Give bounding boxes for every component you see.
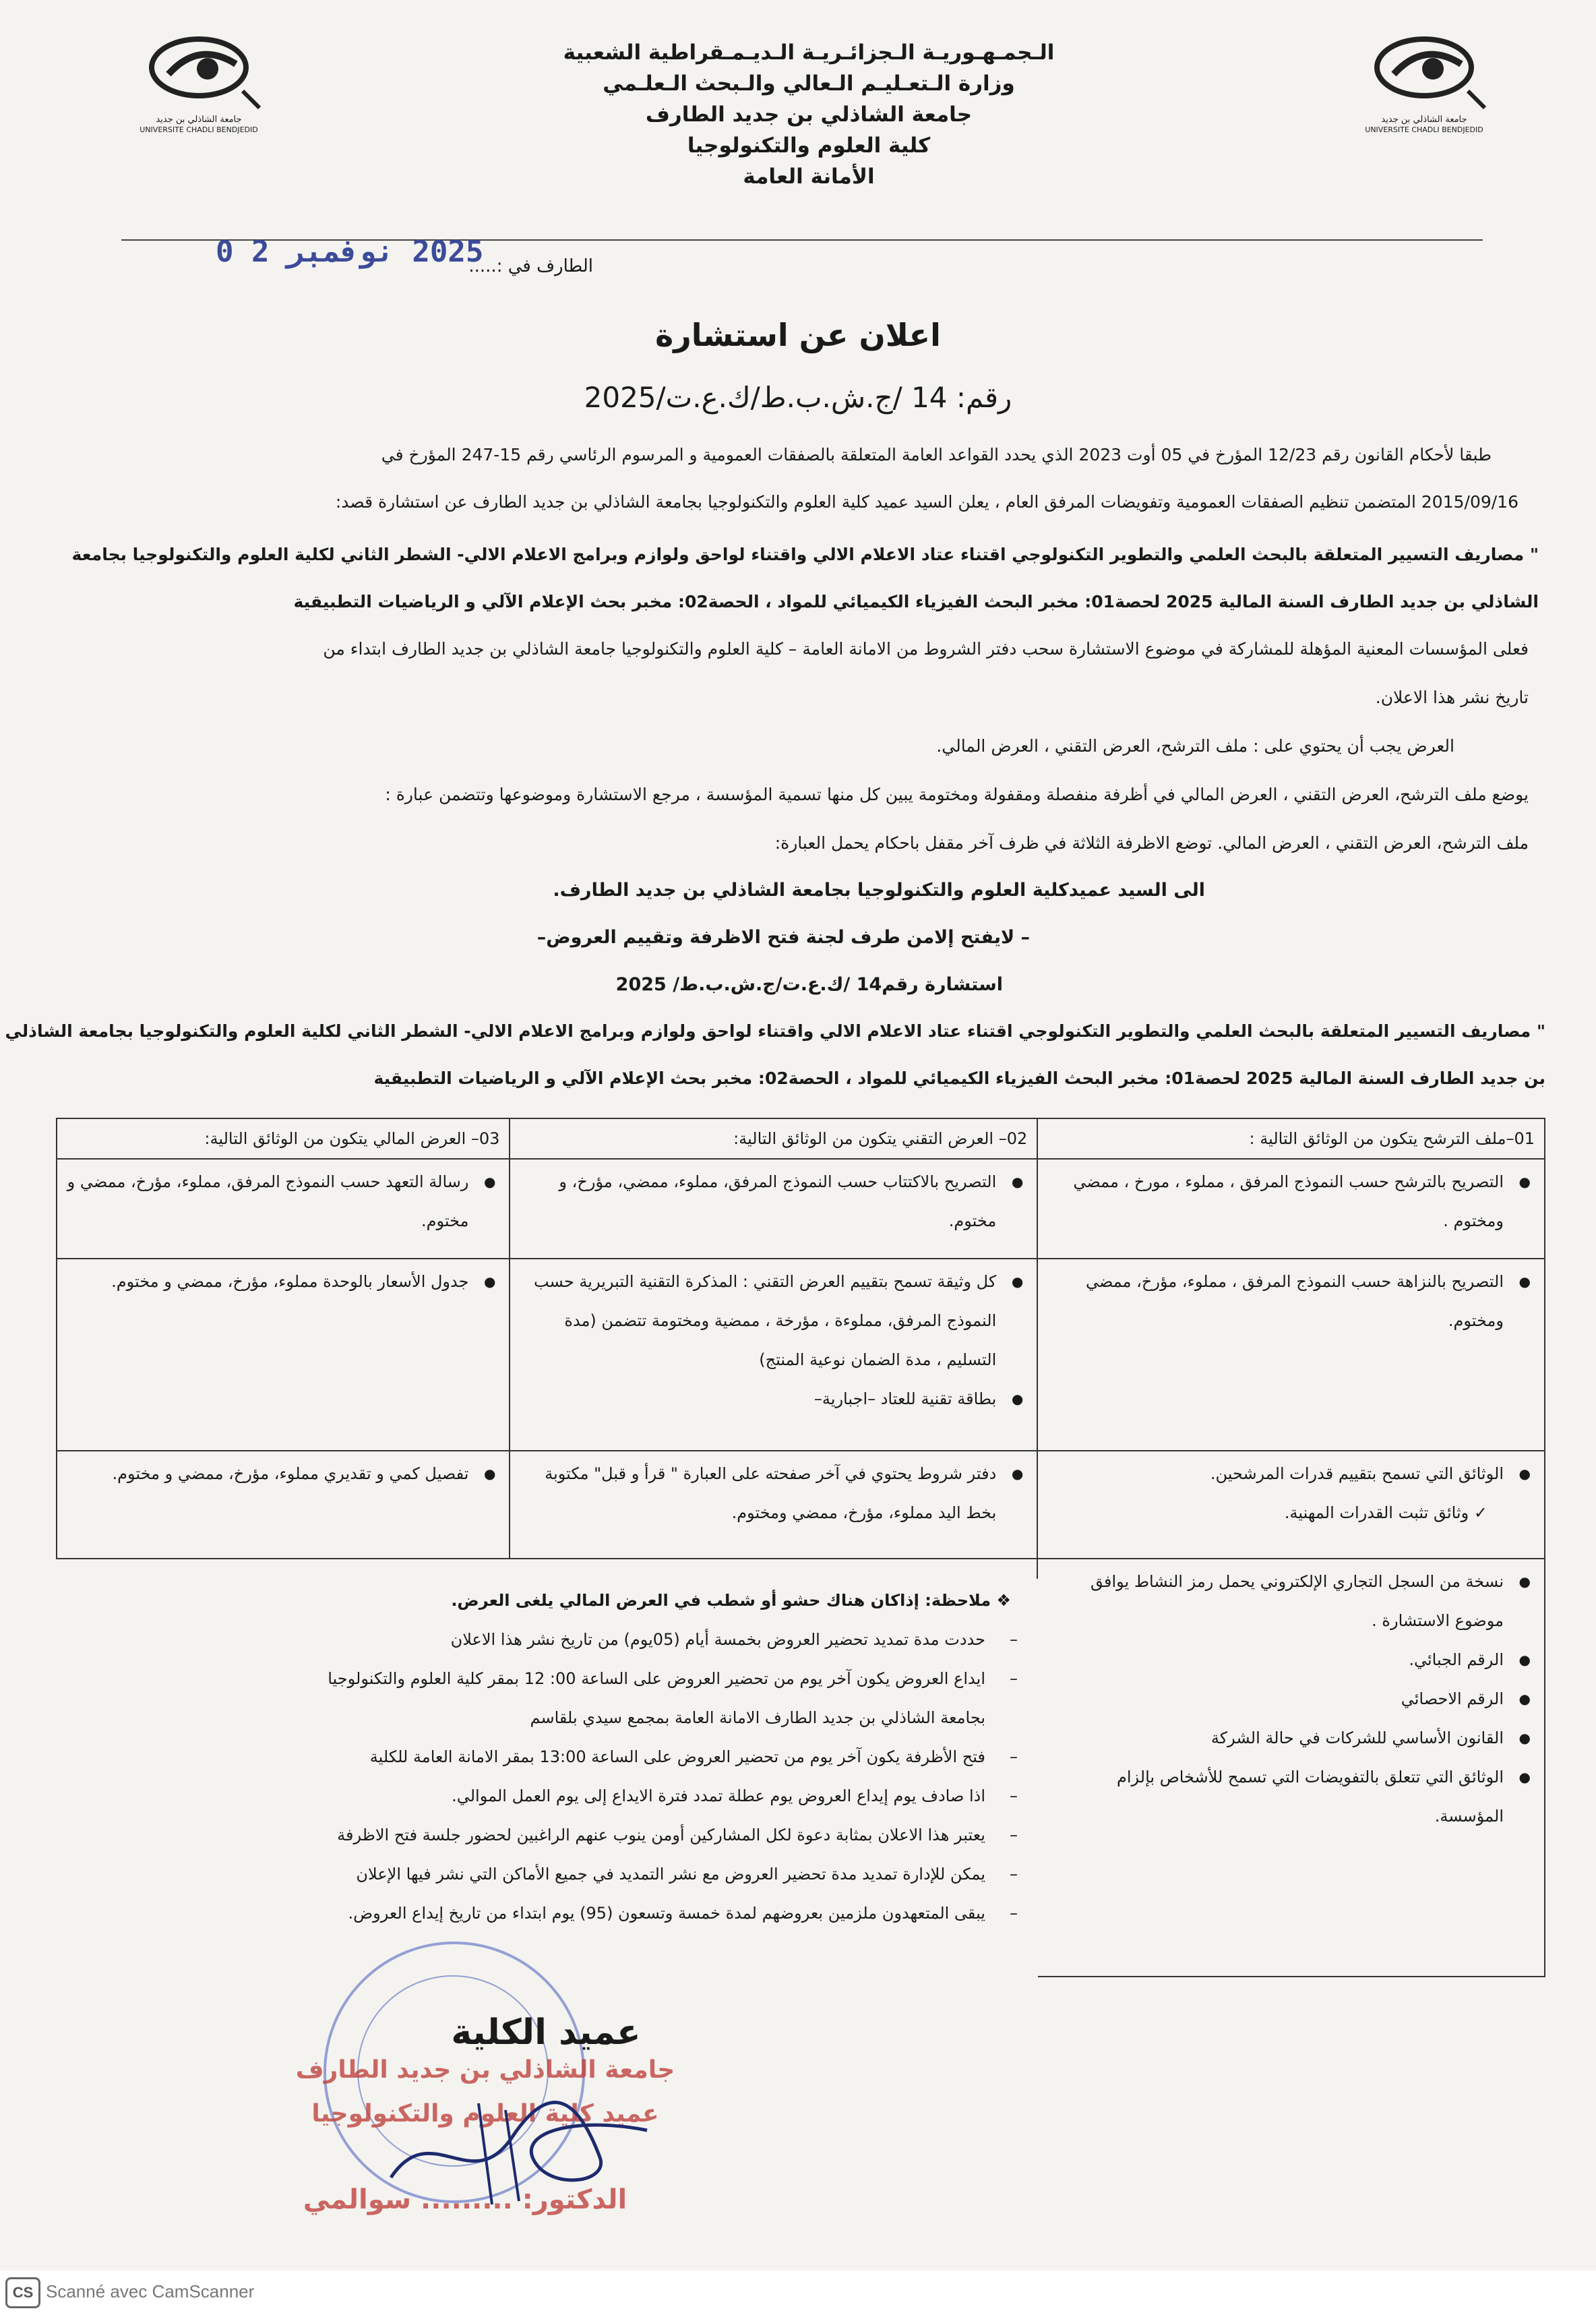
capacity-documents: ● الوثائق التي تسمح بتقييم قدرات المرشحين. bbox=[1047, 1454, 1535, 1493]
header-technical: 02– العرض التقني يتكون من الوثائق التالية: bbox=[510, 1118, 1037, 1159]
specifications-book: ● دفتر شروط يحتوي في آخر صفحته على العبارة " قرأ و قبل" مكتوبة بخط اليد مملوء، مؤرخ، ممضي ومختوم. bbox=[520, 1454, 1027, 1532]
statistical-number: ● الرقم الاحصائي bbox=[1047, 1679, 1535, 1718]
note-item: – يمكن للإدارة تمديد مدة تحضير العروض مع نشر التمديد في جميع الأماكن التي نشر فيها الإعلان bbox=[175, 1855, 1024, 1894]
university-logo-right bbox=[1353, 27, 1495, 142]
integrity-declaration: ● التصريح بالنزاهة حسب النموذج المرفق ، مملوء، مؤرخ، ممضي ومختوم. bbox=[1047, 1262, 1535, 1340]
logo-caption-ar: جامعة الشاذلي بن جديد bbox=[1381, 115, 1467, 125]
admin-documents-cell bbox=[1037, 1559, 1545, 1977]
commercial-register: ● نسخة من السجل التجاري الإلكتروني يحمل رمز النشاط يوافق موضوع الاستشارة . bbox=[1047, 1562, 1535, 1640]
handwritten-signature bbox=[377, 2076, 661, 2211]
note-item: – اذا صادف يوم إيداع العروض يوم عطلة تمدد فترة الايداع إلى يوم العمل الموالي. bbox=[175, 1776, 1024, 1815]
table-row bbox=[57, 1259, 1545, 1451]
university-logo-icon bbox=[1353, 27, 1495, 115]
secretariat-name: الأمانة العامة bbox=[743, 164, 875, 189]
equipment-datasheet: ● بطاقة تقنية للعتاد –اجبارية– bbox=[520, 1379, 1027, 1418]
intro-line-2: 2015/09/16 المتضمن تنظيم الصفقات العمومية وتفويضات المرفق العام ، يعلن السيد عميد كلية العلوم والتكنولوجيا بجامعة الشاذلي بن جديد الطارف عن استشارة قصد: bbox=[335, 492, 1518, 512]
faculty-name: كلية العلوم والتكنولوجيا bbox=[687, 133, 931, 158]
letterhead bbox=[472, 37, 1146, 192]
address-line-3: استشارة رقم14 /ك.ع.ت/ج.ش.ب.ط/ 2025 bbox=[615, 974, 1003, 995]
announcement-title: اعلان عن استشارة bbox=[655, 317, 941, 353]
subscription-declaration: ● التصريح بالاكتتاب حسب النموذج المرفق، مملوء، ممضي، مؤرخ، و مختوم. bbox=[520, 1162, 1027, 1240]
table-row bbox=[57, 1451, 1545, 1559]
quantity-estimate: ● تفصيل كمي و تقديري مملوء، مؤرخ، ممضي و مختوم. bbox=[67, 1454, 499, 1493]
stamp-line-3: الدكتور: ......... سوالمي bbox=[303, 2184, 627, 2215]
delegation-documents: ● الوثائق التي تتعلق بالتفويضات التي تسمح للأشخاص بإلزام المؤسسة. bbox=[1047, 1757, 1535, 1836]
tax-number: ● الرقم الجبائي. bbox=[1047, 1640, 1535, 1679]
republic-name: الـجمـهـوريـة الـجزائـريـة الـديـمـقراطية الشعبية bbox=[563, 40, 1055, 65]
object-line-2: الشاذلي بن جديد الطارف السنة المالية 2025 لحصة01: مخبر البحث الفيزياء الكيميائي للمواد ، الحصة02: مخبر بحث الإعلام الآلي و الرياضيات التطبيقية bbox=[293, 592, 1539, 611]
intro-line-1: طبقا لأحكام القانون رقم 12/23 المؤرخ في 05 أوت 2023 الذي يحدد القواعد العامة المتعلقة بالصفقات العمومية و المرسوم الرئاسي رقم 15-247 المؤرخ في bbox=[381, 445, 1492, 464]
stamp-line-2: عميد كلية العلوم والتكنولوجيا bbox=[311, 2100, 659, 2128]
note-item: – فتح الأظرفة يكون آخر يوم من تحضير العروض على الساعة 13:00 بمقر الامانة العامة للكلية bbox=[175, 1737, 1024, 1776]
company-statutes: ● القانون الأساسي للشركات في حالة الشركة bbox=[1047, 1718, 1535, 1757]
object-repeat-line-2: بن جديد الطارف السنة المالية 2025 لحصة01: مخبر البحث الفيزياء الكيميائي للمواد ، الحصة02: مخبر بحث الإعلام الآلي و الرياضيات التطبيقية bbox=[373, 1069, 1545, 1088]
note-item: – ايداع العروض يكون آخر يوم من تحضير العروض على الساعة 00: 12 بمقر كلية العلوم والتكنولوجيا bbox=[175, 1659, 1024, 1698]
unit-price-schedule: ● جدول الأسعار بالوحدة مملوء، مؤرخ، ممضي و مختوم. bbox=[67, 1262, 499, 1301]
note-item: – يعتبر هذا الاعلان بمثابة دعوة لكل المشاركين أومن ينوب عنهم الراغبين لحضور جلسة فتح الاظرفة bbox=[175, 1815, 1024, 1855]
notes-block bbox=[175, 1581, 1024, 1933]
note-item: بجامعة الشاذلي بن جديد الطارف الامانة العامة بمجمع سيدي بلقاسم bbox=[530, 1708, 985, 1727]
camscanner-icon: CS bbox=[5, 2277, 40, 2308]
header-financial: 03– العرض المالي يتكون من الوثائق التالية: bbox=[57, 1118, 510, 1159]
logo-caption-ar: جامعة الشاذلي بن جديد bbox=[156, 115, 242, 125]
notes-title: ❖ ملاحظة: إذاكان هناك حشو أو شطب في العرض المالي يلغى العرض. bbox=[451, 1591, 1011, 1610]
eligibility-line-1: فعلى المؤسسات المعنية المؤهلة للمشاركة في موضوع الاستشارة سحب دفتر الشروط من الامانة العامة – كلية العلوم والتكنولوجيا جامعة الشاذلي بن جديد الطارف ابتداء من bbox=[323, 639, 1529, 659]
offer-contents-line: العرض يجب أن يحتوي على : ملف الترشح، العرض التقني ، العرض المالي. bbox=[936, 736, 1454, 756]
date-line bbox=[202, 235, 593, 283]
university-name: جامعة الشاذلي بن جديد الطارف bbox=[645, 102, 973, 127]
candidacy-declaration: ● التصريح بالترشح حسب النموذج المرفق ، مملوء ، مورخ ، ممضي ومختوم . bbox=[1047, 1162, 1535, 1240]
address-line-1: الى السيد عميدكلية العلوم والتكنولوجيا بجامعة الشاذلي بن جديد الطارف. bbox=[553, 880, 1205, 901]
header-candidacy: 01–ملف الترشح يتكون من الوثائق التالية : bbox=[1037, 1118, 1545, 1159]
date-handwritten: 2025 نوفمبر 2 0 bbox=[216, 235, 484, 269]
envelopes-line-2: ملف الترشح، العرض التقني ، العرض المالي. توضع الاظرفة الثلاثة في ظرف آخر مقفل باحكام يحمل العبارة: bbox=[774, 833, 1529, 853]
technical-memo: ● كل وثيقة تسمح بتقييم العرض التقني : المذكرة التقنية التبريرية حسب النموذج المرفق، مملوءة ، مؤرخة ، ممضية ومختومة تتضمن (مدة التسليم ، مدة الضمان نوعية المنتج) bbox=[520, 1262, 1027, 1379]
dean-title: عميد الكلية bbox=[451, 2012, 641, 2053]
university-logo-left bbox=[128, 27, 270, 142]
commitment-letter: ● رسالة التعهد حسب النموذج المرفق، مملوء، مؤرخ، ممضي و مختوم. bbox=[67, 1162, 499, 1240]
university-logo-icon bbox=[128, 27, 270, 115]
stamp-line-1: جامعة الشاذلي بن جديد الطارف bbox=[295, 2056, 675, 2084]
address-line-2: – لايفتح إلامن طرف لجنة فتح الاظرفة وتقييم العروض– bbox=[536, 927, 1030, 948]
object-repeat-line-1: " مصاريف التسيير المتعلقة بالبحث العلمي والتطوير التكنولوجي اقتناء عتاد الاعلام الالي واقتناء لواحق ولوازم وبرامج الاعلام الالي- الشطر الثاني لكلية العلوم والتكنولوجيا بجامعة الشاذلي bbox=[5, 1021, 1545, 1041]
ministry-name: وزارة الـتعـليـم الـعالي والـبحث الـعلـمي bbox=[603, 71, 1015, 96]
diamond-bullet-icon: ❖ bbox=[991, 1591, 1011, 1610]
object-line-1: " مصاريف التسيير المتعلقة بالبحث العلمي والتطوير التكنولوجي اقتناء عتاد الاعلام الالي واقتناء لواحق ولوازم وبرامج الاعلام الالي- الشطر الثاني لكلية العلوم والتكنولوجيا بجامعة bbox=[71, 545, 1539, 564]
professional-capacity: ✓ وثائق تثبت القدرات المهنية. bbox=[1284, 1503, 1487, 1522]
logo-caption-fr: UNIVERSITE CHADLI BENDJEDID bbox=[1365, 125, 1483, 134]
check-icon: ✓ bbox=[1469, 1503, 1487, 1522]
note-item: – يبقى المتعهدون ملزمين بعروضهم لمدة خمسة وتسعون (95) يوم ابتداء من تاريخ إيداع العروض. bbox=[175, 1894, 1024, 1933]
camscanner-text: Scanné avec CamScanner bbox=[46, 2281, 255, 2302]
envelopes-line-1: يوضع ملف الترشح، العرض التقني ، العرض المالي في أظرفة منفصلة ومقفولة ومختومة يبين كل منها تسمية المؤسسة ، مرجع الاستشارة وموضوعها وتتضمن عبارة : bbox=[385, 785, 1529, 804]
note-item: – حددت مدة تمديد تحضير العروض بخمسة أيام (05يوم) من تاريخ نشر هذا الاعلان bbox=[175, 1620, 1024, 1659]
table-row bbox=[57, 1159, 1545, 1259]
logo-caption-fr: UNIVERSITE CHADLI BENDJEDID bbox=[140, 125, 258, 134]
announcement-reference: رقم: 14 /ج.ش.ب.ط/ك.ع.ت/2025 bbox=[584, 381, 1012, 414]
date-place-label: الطارف في :..... bbox=[468, 256, 593, 276]
eligibility-line-2: تاريخ نشر هذا الاعلان. bbox=[1375, 688, 1529, 707]
table-header-row bbox=[57, 1118, 1545, 1159]
